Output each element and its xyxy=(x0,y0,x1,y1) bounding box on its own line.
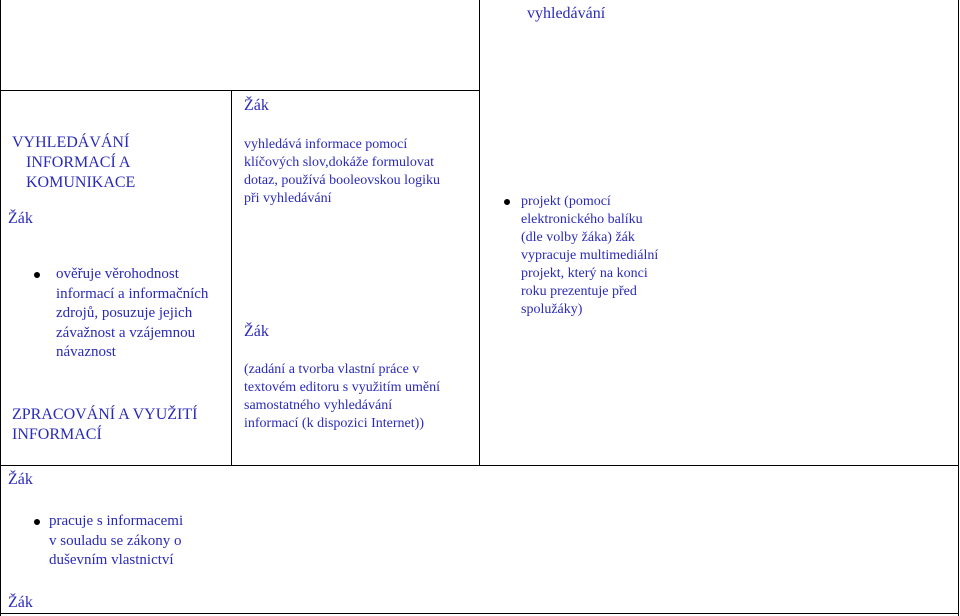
bullet-dot xyxy=(34,272,40,278)
col3-right-border xyxy=(958,0,959,616)
row-divider-bottom xyxy=(0,613,959,614)
col3-bullet-projekt: projekt (pomocí elektronického balíku (dle volby žáka) žák vypracuje multimediální projekt, který na konci roku prezentuje před spolužáky) xyxy=(521,194,659,317)
zak-label-col1: Žák xyxy=(8,210,33,227)
bullet-item-pracuje: pracuje s informacemi v souladu se zákony o duševním vlastnictví xyxy=(49,513,184,568)
zak-label-col2-mid: Žák xyxy=(244,323,269,340)
left-border xyxy=(0,0,1,616)
bullet-item-overuje: ověřuje věrohodnost informací a informačních zdrojů, posuzuje jejich závažnost a vzájemnou návaznost xyxy=(56,266,209,360)
top-right-text: vyhledávání xyxy=(527,5,606,22)
col2-right-border xyxy=(479,0,480,465)
zak-label-row2: Žák xyxy=(8,471,33,488)
row-divider-top xyxy=(0,90,480,91)
zak-label-col2-top: Žák xyxy=(244,97,269,114)
col1-right-border xyxy=(231,90,232,465)
col2-text-vyhledava: vyhledává informace pomocí klíčových slov,dokáže formulovat dotaz, používá booleovskou logiku při vyhledávání xyxy=(244,137,440,206)
col2-text-zadani: (zadání a tvorba vlastní práce v textovém editoru s využitím umění samostatného vyhledávání informací (k dispozici Internet)) xyxy=(244,362,440,431)
row-divider-mid xyxy=(0,465,959,466)
bullet-dot xyxy=(34,519,40,525)
section-heading-vyhledavani: VYHLEDÁVÁNÍ INFORMACÍ A KOMUNIKACE xyxy=(12,134,136,191)
section-heading-zpracovani: ZPRACOVÁNÍ A VYUŽITÍ INFORMACÍ xyxy=(12,406,198,443)
bullet-dot xyxy=(504,199,510,205)
zak-label-row3: Žák xyxy=(8,594,33,611)
